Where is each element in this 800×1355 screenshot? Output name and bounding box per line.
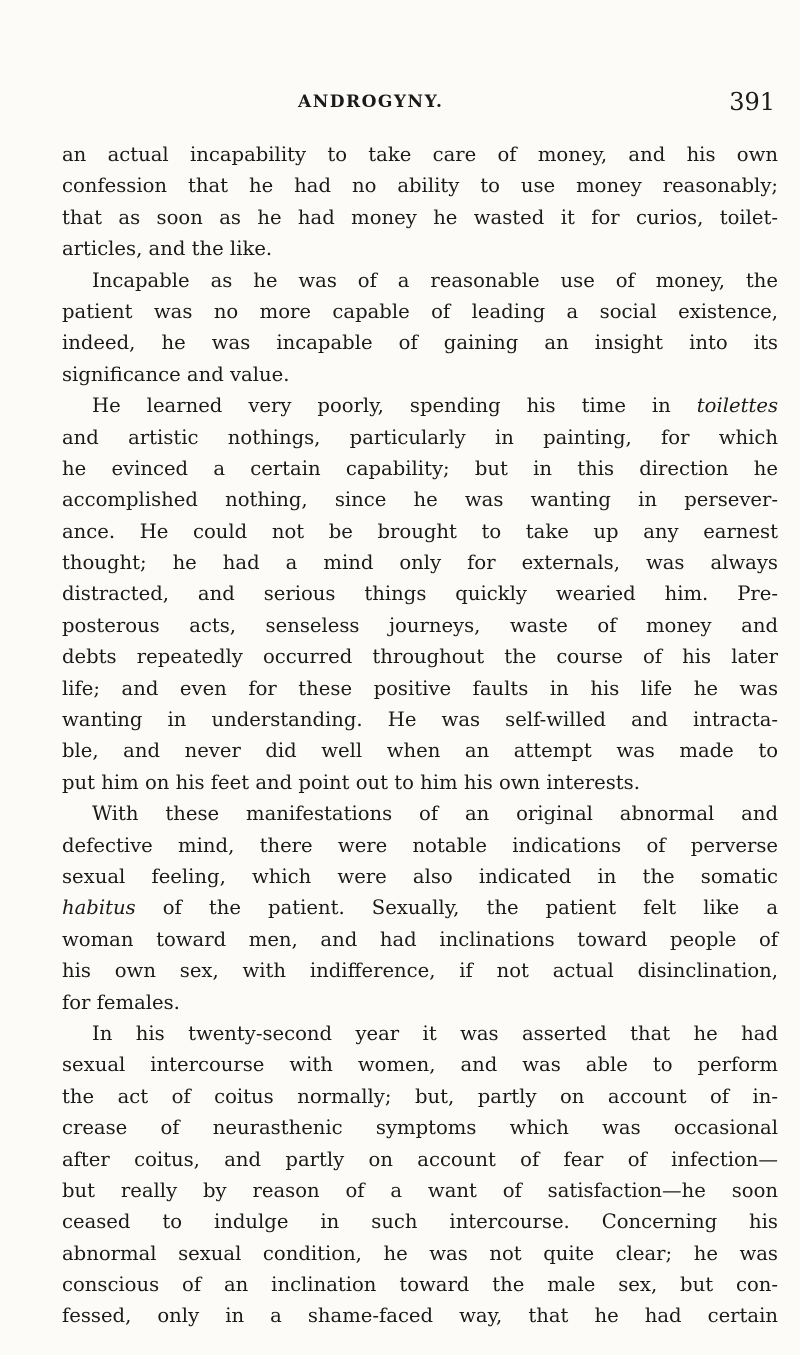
text-line: after coitus, and partly on account of fear of infection— <box>62 1147 778 1171</box>
text-line: for females. <box>62 990 180 1014</box>
italic-term: toilettes <box>696 394 778 418</box>
text-line: patient was no more capable of leading a social existence, <box>62 299 778 323</box>
text-line: conscious of an inclination toward the male sex, but con- <box>62 1273 778 1297</box>
text-line: Incapable as he was of a reasonable use of money, the <box>92 268 778 292</box>
text-line: indeed, he was incapable of gaining an insight into its <box>62 331 778 355</box>
text-line: an actual incapability to take care of money, and his own <box>62 143 778 166</box>
text-line: he evinced a certain capability; but in this direction he <box>62 456 778 480</box>
page-number: 391 <box>729 88 775 116</box>
text-line: fessed, only in a shame-faced way, that he had certain <box>62 1304 778 1328</box>
text-line: thought; he had a mind only for externals, was always <box>62 551 778 575</box>
text-line: but really by reason of a want of satisfaction—he soon <box>62 1178 778 1202</box>
text-line: and artistic nothings, particularly in painting, for which <box>62 425 778 449</box>
text-line: debts repeatedly occurred throughout the course of his later <box>62 645 778 669</box>
italic-term: habitus <box>62 896 136 920</box>
text-line: that as soon as he had money he wasted it for curios, toilet- <box>62 205 778 229</box>
text-line: articles, and the like. <box>62 237 273 261</box>
body-text <box>62 139 778 1332</box>
text-line: the act of coitus normally; but, partly on account of in- <box>62 1084 778 1108</box>
text-line: distracted, and serious things quickly wearied him. Pre- <box>62 582 778 606</box>
text-line: wanting in understanding. He was self-willed and intracta- <box>62 708 778 732</box>
text-line: confession that he had no ability to use money reasonably; <box>62 174 778 198</box>
text-line: life; and even for these positive faults in his life he was <box>62 676 778 700</box>
running-head <box>140 88 775 122</box>
running-title: ANDROGYNY. <box>298 92 444 112</box>
text-line: put him on his feet and point out to him his own interests. <box>62 770 640 794</box>
text-line: abnormal sexual condition, he was not quite clear; he was <box>62 1241 778 1265</box>
text-line <box>62 892 778 923</box>
text-segment: He learned very poorly, spending his time in <box>92 394 697 418</box>
text-line: ceased to indulge in such intercourse. Concerning his <box>62 1210 778 1234</box>
text-line: accomplished nothing, since he was wanting in persever- <box>62 488 778 512</box>
text-line: sexual feeling, which were also indicated in the somatic <box>62 864 778 888</box>
text-line: significance and value. <box>62 362 290 386</box>
text-line <box>62 390 778 421</box>
text-segment: of the patient. Sexually, the patient felt like a <box>135 896 778 920</box>
text-line: woman toward men, and had inclinations toward people of <box>62 927 778 951</box>
text-line: posterous acts, senseless journeys, waste of money and <box>62 613 778 637</box>
text-line: ble, and never did well when an attempt was made to <box>62 739 778 763</box>
text-line: sexual intercourse with women, and was able to perform <box>62 1053 778 1077</box>
text-line: his own sex, with indifference, if not actual disinclination, <box>62 959 778 983</box>
text-line: With these manifestations of an original abnormal and <box>92 802 778 826</box>
text-line: crease of neurasthenic symptoms which was occasional <box>62 1116 778 1140</box>
text-line: In his twenty-second year it was asserted that he had <box>92 1021 778 1045</box>
text-line: defective mind, there were notable indications of perverse <box>62 833 778 857</box>
text-line: ance. He could not be brought to take up any earnest <box>62 519 778 543</box>
